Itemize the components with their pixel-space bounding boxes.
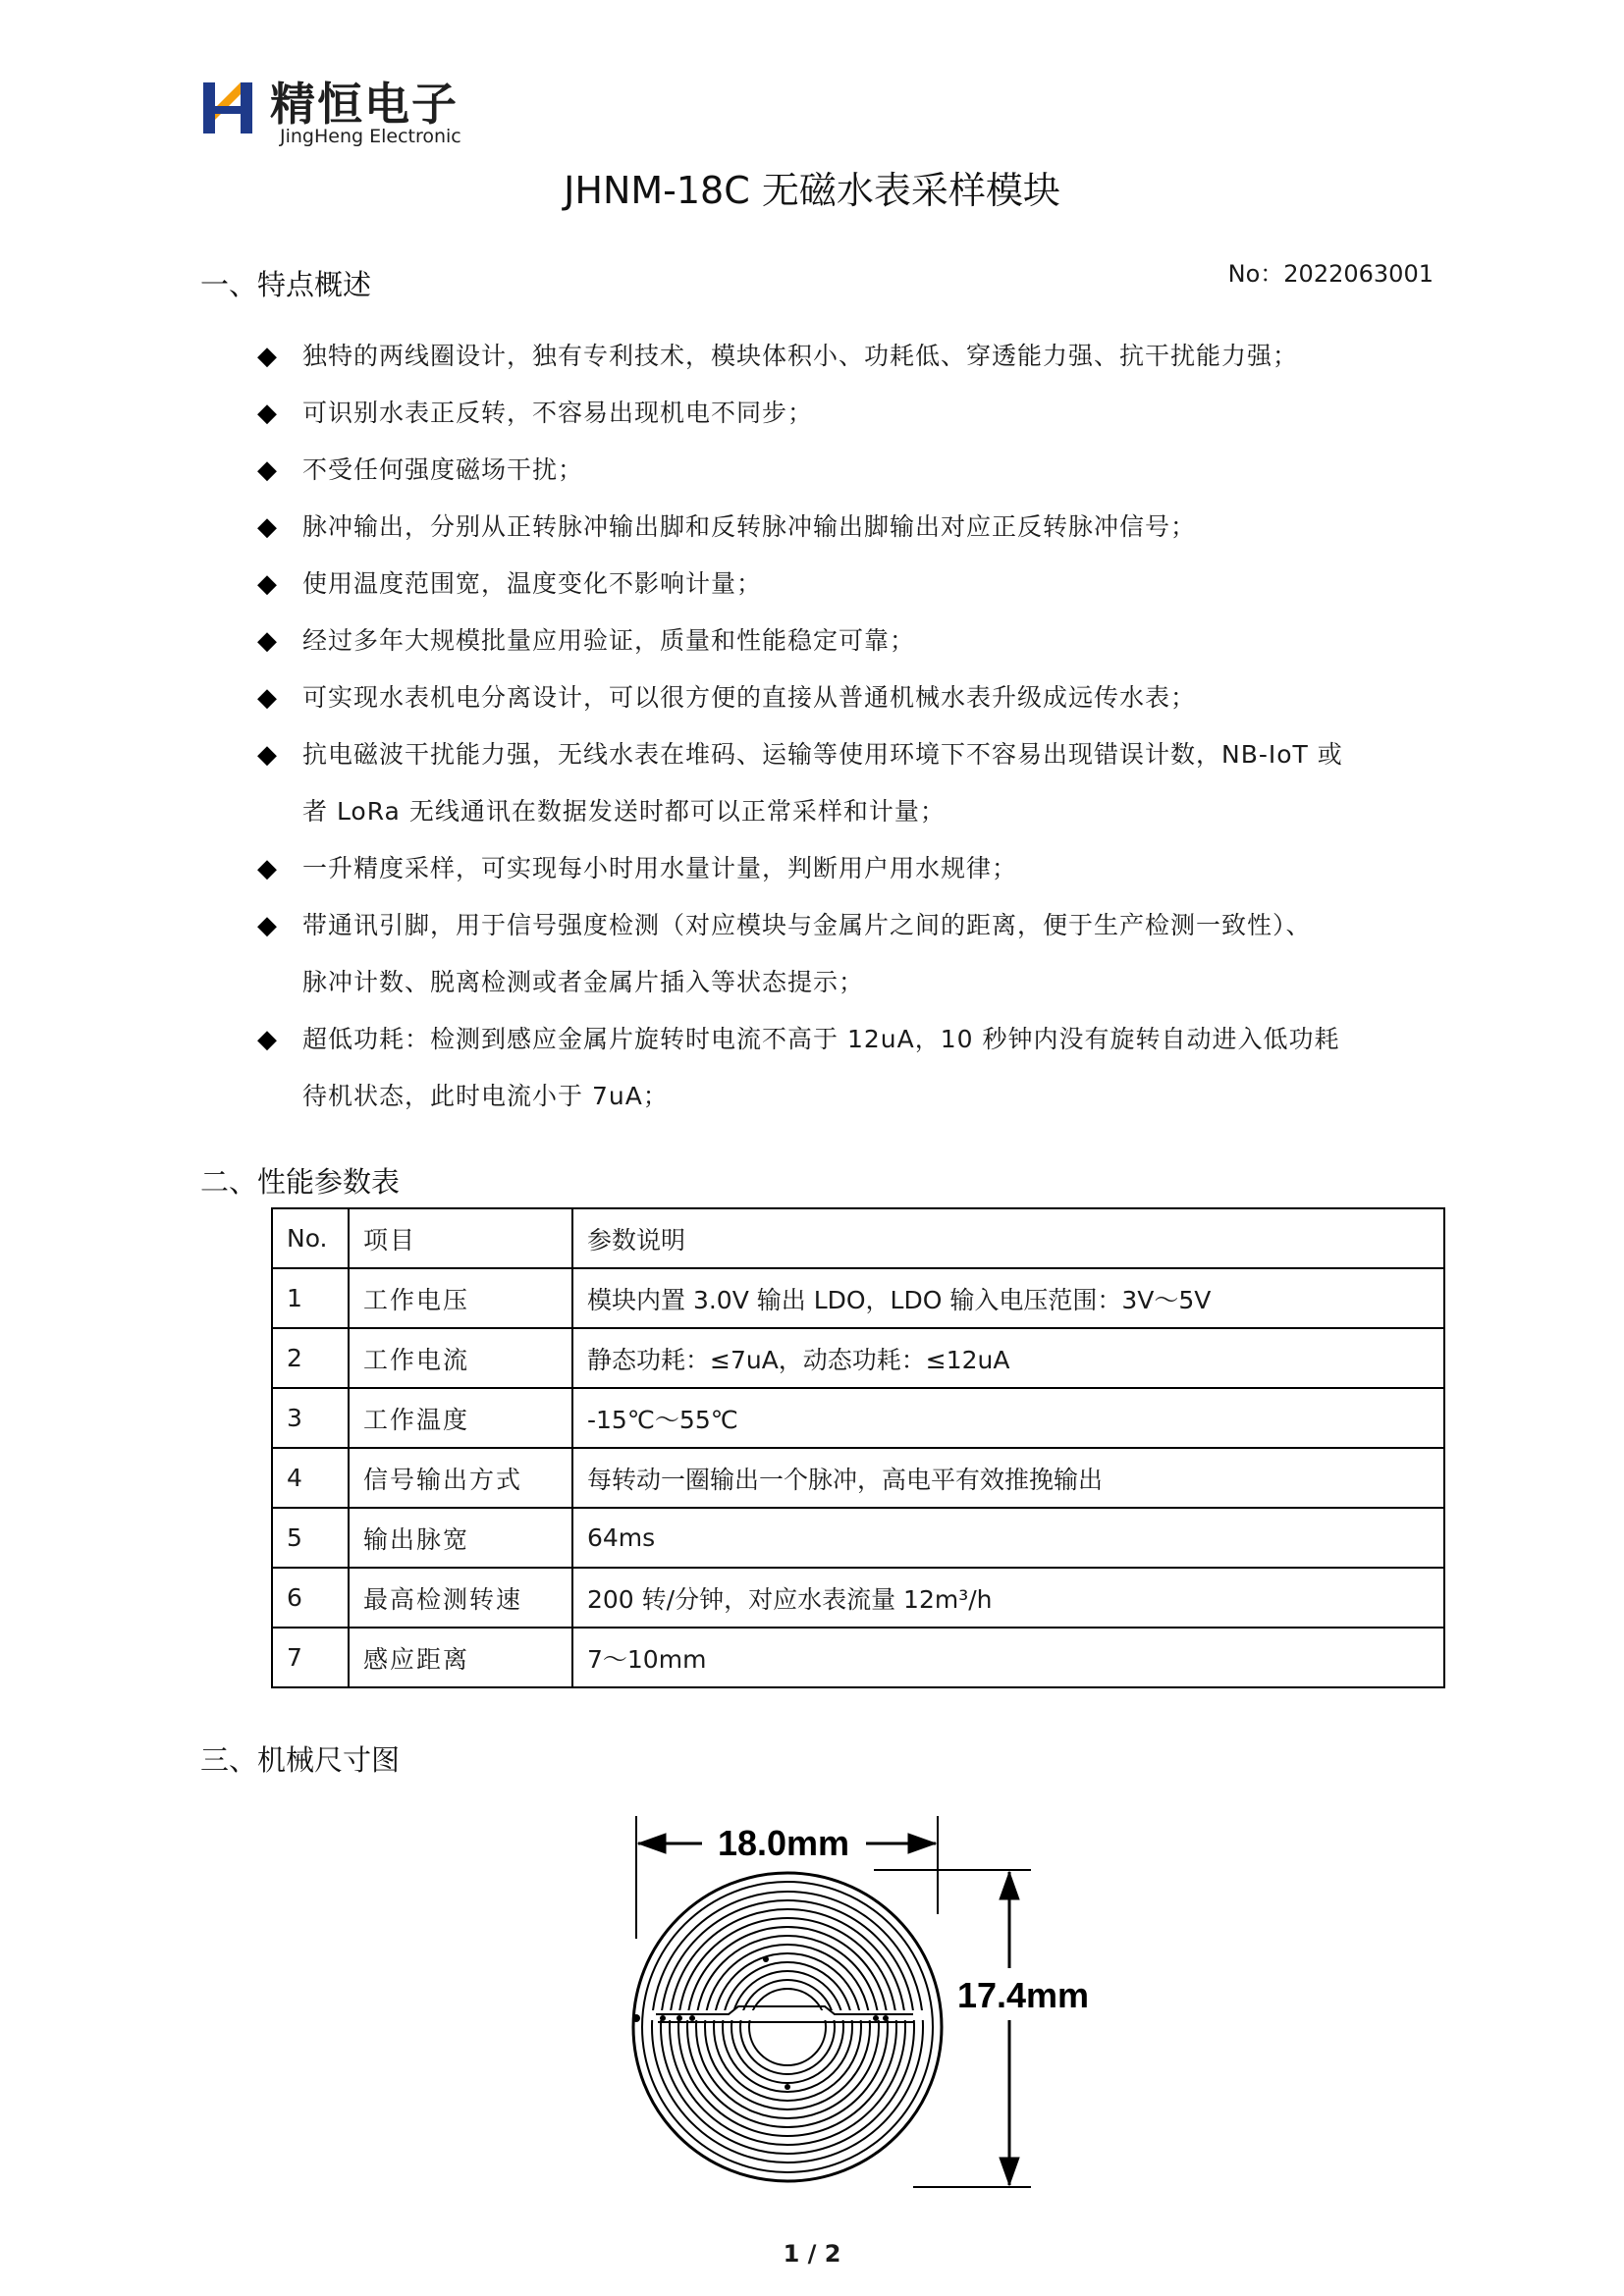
section-heading-parameters: 二、性能参数表	[200, 1165, 401, 1199]
bullet-diamond-icon: ◆	[257, 399, 278, 428]
bullet-diamond-icon: ◆	[257, 1025, 278, 1054]
feature-item	[257, 840, 1455, 897]
feature-item	[257, 328, 1455, 385]
table-cell-item: 工作电压	[349, 1268, 572, 1328]
company-logo	[201, 75, 496, 153]
feature-text: 脉冲输出，分别从正转脉冲输出脚和反转脉冲输出脚输出对应正反转脉冲信号；	[302, 512, 1197, 541]
table-cell-description: 64ms	[572, 1508, 1444, 1568]
table-row	[272, 1568, 1444, 1628]
bullet-diamond-icon: ◆	[257, 854, 278, 883]
table-row	[272, 1448, 1444, 1508]
feature-text: 一升精度采样，可实现每小时用水量计量，判断用户用水规律；	[302, 854, 1018, 882]
table-cell-no: 7	[272, 1628, 349, 1687]
logo-english-name: JingHeng Electronic	[280, 126, 461, 147]
feature-item	[257, 613, 1455, 669]
bullet-diamond-icon: ◆	[257, 740, 278, 770]
table-cell-no: 3	[272, 1388, 349, 1448]
table-cell-no: 5	[272, 1508, 349, 1568]
table-header-cell: 参数说明	[572, 1208, 1444, 1268]
parameter-table	[271, 1207, 1445, 1688]
table-cell-description: 每转动一圈输出一个脉冲，高电平有效推挽输出	[572, 1448, 1444, 1508]
bullet-diamond-icon: ◆	[257, 683, 278, 713]
table-row	[272, 1268, 1444, 1328]
table-cell-no: 2	[272, 1328, 349, 1388]
feature-text: 可识别水表正反转，不容易出现机电不同步；	[302, 399, 814, 427]
table-cell-no: 6	[272, 1568, 349, 1628]
width-label: 18.0mm	[717, 1823, 850, 1863]
section-heading-drawing: 三、机械尺寸图	[200, 1743, 401, 1777]
feature-item	[257, 897, 1455, 1011]
table-cell-description: 模块内置 3.0V 输出 LDO，LDO 输入电压范围：3V～5V	[572, 1268, 1444, 1328]
bullet-diamond-icon: ◆	[257, 911, 278, 940]
table-cell-item: 工作电流	[349, 1328, 572, 1388]
feature-item	[257, 1011, 1455, 1125]
table-cell-item: 感应距离	[349, 1628, 572, 1687]
page-number: 1 / 2	[783, 2240, 841, 2268]
table-row	[272, 1508, 1444, 1568]
table-cell-item: 工作温度	[349, 1388, 572, 1448]
table-cell-item: 输出脉宽	[349, 1508, 572, 1568]
feature-text: 经过多年大规模批量应用验证，质量和性能稳定可靠；	[302, 626, 916, 655]
table-cell-description: 7～10mm	[572, 1628, 1444, 1687]
mechanical-dimension-drawing	[619, 1796, 1110, 2238]
table-cell-item: 最高检测转速	[349, 1568, 572, 1628]
feature-text: 使用温度范围宽，温度变化不影响计量；	[302, 569, 763, 598]
table-cell-item: 信号输出方式	[349, 1448, 572, 1508]
table-header-cell: 项目	[349, 1208, 572, 1268]
feature-text-continued: 脉冲计数、脱离检测或者金属片插入等状态提示；	[302, 968, 865, 996]
feature-text-continued: 者 LoRa 无线通讯在数据发送时都可以正常采样和计量；	[302, 797, 946, 826]
feature-text: 超低功耗：检测到感应金属片旋转时电流不高于 12uA，10 秒钟内没有旋转自动进入低功耗	[302, 1025, 1340, 1053]
feature-text-continued: 待机状态，此时电流小于 7uA；	[302, 1082, 669, 1110]
feature-text: 不受任何强度磁场干扰；	[302, 455, 584, 484]
table-cell-no: 1	[272, 1268, 349, 1328]
height-label: 17.4mm	[956, 1975, 1090, 2015]
feature-item	[257, 385, 1455, 442]
table-cell-no: 4	[272, 1448, 349, 1508]
table-row	[272, 1388, 1444, 1448]
table-cell-description: 200 转/分钟，对应水表流量 12m³/h	[572, 1568, 1444, 1628]
feature-item	[257, 499, 1455, 556]
feature-item	[257, 726, 1455, 840]
logo-mark-icon	[201, 79, 264, 137]
document-number: No：2022063001	[1227, 260, 1434, 288]
feature-item	[257, 669, 1455, 726]
bullet-diamond-icon: ◆	[257, 512, 278, 542]
feature-text: 独特的两线圈设计，独有专利技术，模块体积小、功耗低、穿透能力强、抗干扰能力强；	[302, 342, 1299, 370]
table-row	[272, 1328, 1444, 1388]
feature-item	[257, 442, 1455, 499]
bullet-diamond-icon: ◆	[257, 455, 278, 485]
feature-text: 带通讯引脚，用于信号强度检测（对应模块与金属片之间的距离，便于生产检测一致性）、	[302, 911, 1312, 939]
table-header-row	[272, 1208, 1444, 1268]
bullet-diamond-icon: ◆	[257, 626, 278, 656]
feature-text: 抗电磁波干扰能力强，无线水表在堆码、运输等使用环境下不容易出现错误计数，NB-IoT 或	[302, 740, 1343, 769]
bullet-diamond-icon: ◆	[257, 342, 278, 371]
table-header-cell: No.	[272, 1208, 349, 1268]
section-heading-features: 一、特点概述	[200, 268, 372, 301]
bullet-diamond-icon: ◆	[257, 569, 278, 599]
table-cell-description: -15℃～55℃	[572, 1388, 1444, 1448]
coil-disc	[633, 1873, 942, 2181]
feature-item	[257, 556, 1455, 613]
table-row	[272, 1628, 1444, 1687]
feature-text: 可实现水表机电分离设计，可以很方便的直接从普通机械水表升级成远传水表；	[302, 683, 1197, 712]
document-title: JHNM-18C 无磁水表采样模块	[564, 169, 1060, 212]
logo-chinese-name: 精恒电子	[270, 78, 459, 131]
table-cell-description: 静态功耗：≤7uA，动态功耗：≤12uA	[572, 1328, 1444, 1388]
